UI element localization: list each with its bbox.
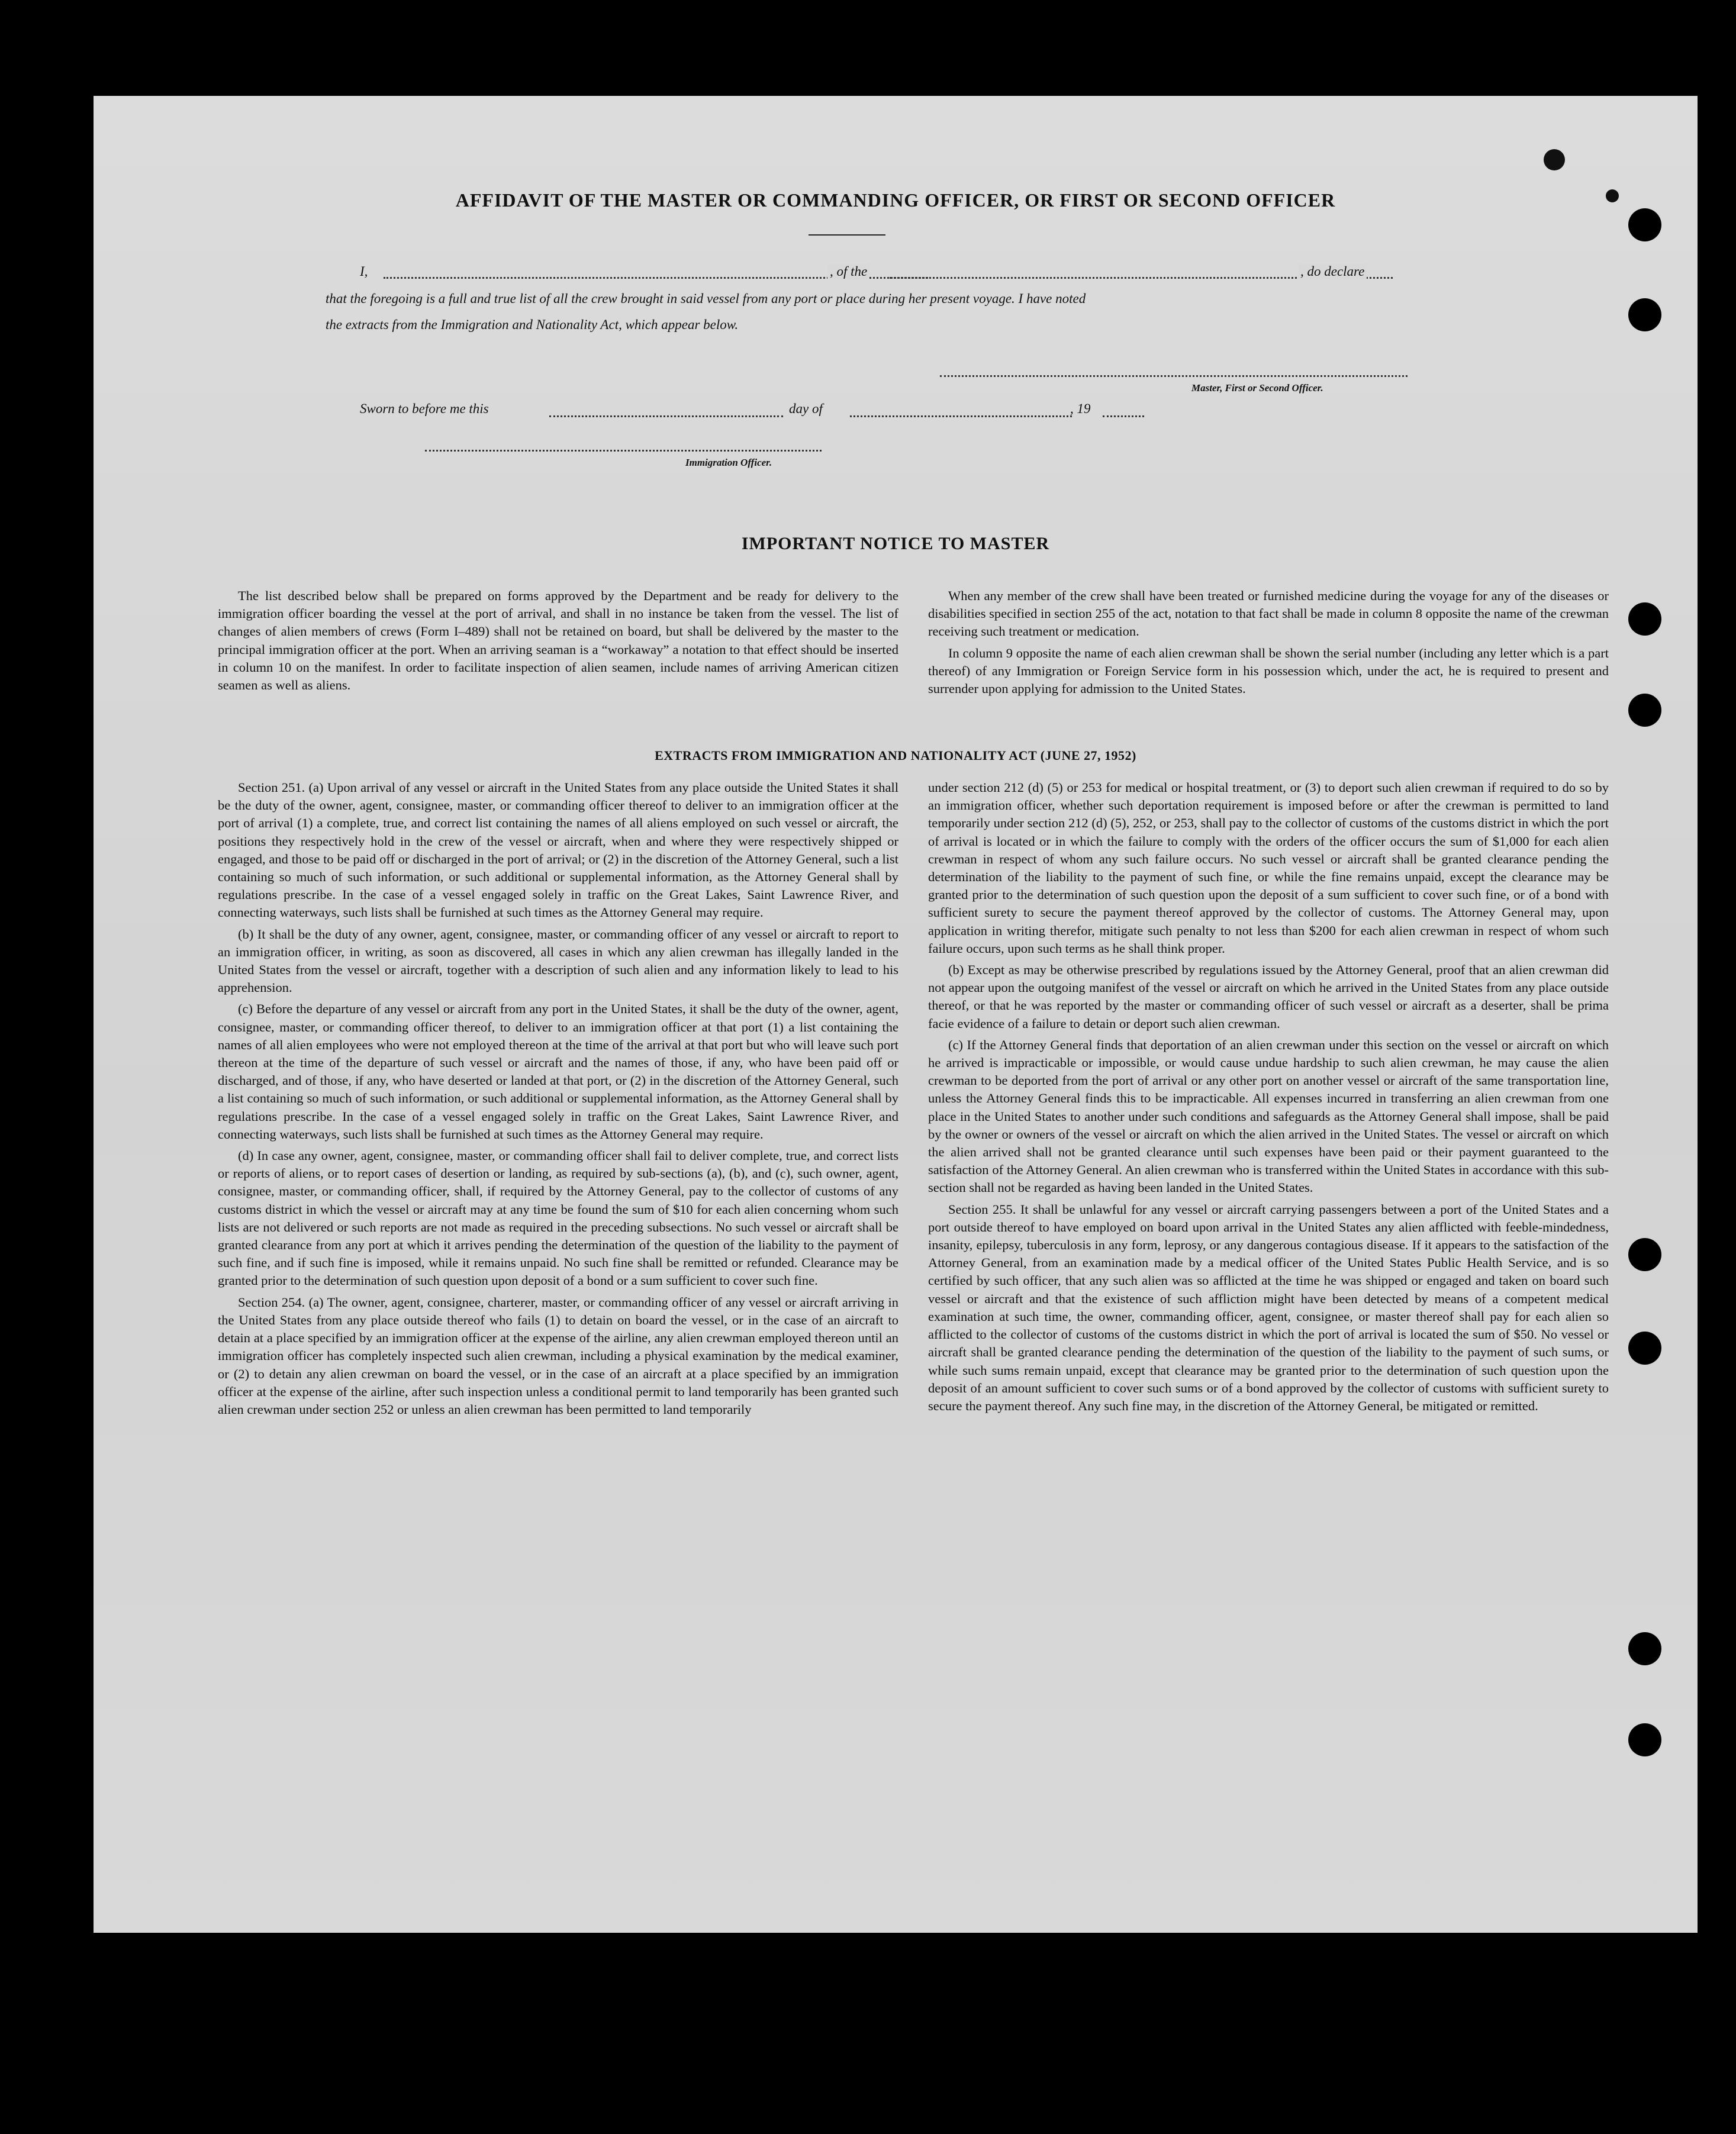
day-of-label: day of: [789, 401, 823, 416]
punch-hole: [1628, 298, 1661, 331]
master-signature-field[interactable]: [940, 375, 1408, 377]
notice-right-paragraph-2: In column 9 opposite the name of each alien crewman shall be shown the serial number (including any letter which is a part thereof) of any Immigration or Foreign Service form in his possession which, under the act, he is required to present and surrender upon applying for admission to the United States.: [928, 645, 1609, 697]
notice-title: IMPORTANT NOTICE TO MASTER: [741, 534, 1050, 553]
extract-paragraph: (d) In case any owner, agent, consignee, master, or commanding officer shall fail to deliver complete, true, and correct lists or reports of aliens, or to report cases of desertion or landing, as required by sub-sections (a), (b), and (c), such owner, agent, consignee, master, or commanding officer, shall, if required by the Attorney General, pay to the collector of customs of any customs district in which the vessel or aircraft may at any time be found the sum of $10 for each alien concerning whom such lists are not delivered or such reports are not made as required in the preceding subsections. No such vessel or aircraft shall be granted clearance from any port at which it arrives pending the determination of the question of the liability to the payment of such fine, and if such fine is imposed, while it remains unpaid. No such fine shall be remitted or refunded. Clearance may be granted prior to the determination of such question upon deposit of a bond or a sum sufficient to cover such fine.: [218, 1148, 898, 1288]
sworn-year-field[interactable]: [1103, 415, 1144, 417]
extracts-right-column: [928, 779, 1609, 1419]
declaration-line-1: that the foregoing is a full and true list of all the crew brought in said vessel from any port or place during her present voyage. I have noted: [326, 291, 1086, 306]
title-underline: [809, 234, 885, 236]
document-page: [94, 96, 1698, 1933]
sworn-month-field[interactable]: [850, 415, 1072, 417]
i-label: I,: [360, 264, 368, 279]
sworn-day-field[interactable]: [549, 415, 783, 417]
extract-paragraph: (c) Before the departure of any vessel or aircraft from any port in the United States, it shall be the duty of the owner, agent, consignee, master, or commanding officer thereof, to deliver to an immigration officer at that port (1) a list containing the names of all alien employees who were not employed thereon at the time of the arrival at that port but who will leave such port thereon at the time of the departure of such vessel or aircraft and the names of those, if any, who have been paid off or discharged, and of those, if any, who have deserted or landed at that port, or (2) in the discretion of the Attorney General, such a list containing so much of such information, or such additional or supplemental information, as the Attorney General shall by regulations prescribe. In the case of a vessel engaged solely in traffic on the Great Lakes, Saint Lawrence River, and connecting waterways, such lists shall be furnished at such times as the Attorney General may require.: [218, 1001, 898, 1142]
sworn-label: Sworn to before me this: [360, 401, 489, 416]
notice-left-column: [218, 587, 898, 698]
officer-signature-caption: Immigration Officer.: [685, 457, 772, 468]
extract-paragraph: (b) It shall be the duty of any owner, agent, consignee, master, or commanding officer of any vessel or aircraft to report to an immigration officer, in writing, as soon as discovered, all cases in which any alien crewman has illegally landed in the United States from the vessel or aircraft, together with a description of such alien and any information likely to lead to his apprehension.: [218, 926, 898, 995]
of-the-label: , of the: [827, 264, 869, 279]
notice-right-column: [928, 587, 1609, 701]
punch-hole: [1628, 694, 1661, 727]
extract-paragraph: (c) If the Attorney General finds that deportation of an alien crewman under this section on the vessel or aircraft on which he arrived is impracticable or impossible, or would cause undue hardship to such alien crewman, he may cause the alien crewman to be deported from the port of arrival or any other port on another vessel or aircraft of the same transportation line, unless the Attorney General finds this to be impracticable. All expenses incurred in transferring an alien crewman from one place in the United States to another under such conditions and safeguards as the Attorney General shall impose, shall be paid by the owner or owners of the vessel or aircraft on which the alien arrived in the United States. The vessel or aircraft on which the alien arrived shall not be granted clearance until such expenses have been paid or their payment guaranteed to the satisfaction of the Attorney General. An alien crewman who is transferred within the United States in accordance with this sub-section shall not be regarded as having been landed in the United States.: [928, 1037, 1609, 1195]
affidavit-title: AFFIDAVIT OF THE MASTER OR COMMANDING OFFICER, OR FIRST OR SECOND OFFICER: [455, 189, 1336, 211]
declaration-line-2: the extracts from the Immigration and Nationality Act, which appear below.: [326, 317, 739, 332]
notice-right-paragraph-1: When any member of the crew shall have been treated or furnished medicine during the voyage for any of the diseases or disabilities specified in section 255 of the act, notation to that fact shall be made in column 8 opposite the name of the crewman receiving such treatment or medication.: [928, 588, 1609, 639]
extracts-title: EXTRACTS FROM IMMIGRATION AND NATIONALITY ACT (JUNE 27, 1952): [655, 748, 1136, 763]
punch-hole: [1628, 1332, 1661, 1365]
punch-hole: [1628, 1238, 1661, 1271]
extract-paragraph: Section 251. (a) Upon arrival of any vessel or aircraft in the United States from any place outside the United States it shall be the duty of the owner, agent, consignee, master, or commanding officer thereof to deliver to an immigration officer at the port of arrival (1) a complete, true, and correct list containing the names of all aliens employed on such vessel or aircraft, the positions they respectively hold in the crew of the vessel or aircraft, when and where they were respectively shipped or engaged, and those to be paid off or discharged in the port of arrival; or (2) in the discretion of the Attorney General, such a list containing so much of such information, or such additional or supplemental information, as the Attorney General shall by regulations prescribe. In the case of a vessel engaged solely in traffic on the Great Lakes, Saint Lawrence River, and connecting waterways, such lists shall be furnished at such times as the Attorney General may require.: [218, 780, 898, 920]
extract-paragraph: Section 255. It shall be unlawful for any vessel or aircraft carrying passengers between a port of the United States and a port outside thereof to have employed on board upon arrival in the United States any alien afflicted with feeble-mindedness, insanity, epilepsy, tuberculosis in any form, leprosy, or any dangerous contagious disease. If it appears to the satisfaction of the Attorney General, from an examination made by a medical officer of the United States Public Health Service, and is so certified by such officer, that any such alien was so afflicted at the time he was shipped or engaged and taken on board such vessel or aircraft and that the existence of such affliction might have been detected by means of a competent medical examination at such time, the owner, commanding officer, agent, consignee, or master thereof shall pay for each alien so afflicted to the collector of customs of the customs district in which the port of arrival is located the sum of $50. No vessel or aircraft shall be granted clearance pending the determination of the question of the liability to the payment of such sums, or while such sums remain unpaid, except that clearance may be granted prior to the determination of such question upon the deposit of an amount sufficient to cover such sums or of a bond approved by the collector of customs with sufficient surety to secure the payment thereof. Any such fine may, in the discretion of the Attorney General, be mitigated or remitted.: [928, 1201, 1609, 1413]
punch-hole: [1628, 1723, 1661, 1756]
extract-paragraph: under section 212 (d) (5) or 253 for medical or hospital treatment, or (3) to deport such alien crewman if required to do so by an immigration officer, whether such deportation requirement is imposed before or after the crewman is permitted to land temporarily under section 212 (d) (5), 252, or 253, shall pay to the collector of customs of the customs district in which the port of arrival is located or in which the failure to comply with the orders of the officer occurs the sum of $1,000 for each alien crewman in respect of whom any such failure occurs. No such vessel or aircraft shall be granted clearance pending the determination of the liability to the payment of such fine, or while the fine remains unpaid, except the clearance may be granted prior to the determination of such question upon the deposit of a sum sufficient to cover such fine, or of a bond with sufficient surety to secure the payment thereof approved by the collector of customs. The Attorney General may, upon application in writing therefor, mitigate such penalty to not less than $200 for each alien crewman in respect of whom such failure occurs, upon such terms as he shall think proper.: [928, 780, 1609, 956]
punch-hole: [1628, 602, 1661, 636]
year-label: , 19: [1070, 401, 1091, 416]
officer-signature-field[interactable]: [425, 450, 822, 452]
scan-mark: [1544, 149, 1565, 170]
extract-paragraph: Section 254. (a) The owner, agent, consignee, charterer, master, or commanding officer of any vessel or aircraft arriving in the United States from any place outside thereof who fails (1) to detain on board the vessel, or in the case of an aircraft to detain at a place specified by an immigration officer at the expense of the airline, any alien crewman employed thereon until an immigration officer has completely inspected such alien crewman, including a physical examination by the medical examiner, or (2) to detain any alien crewman on board the vessel, or in the case of an aircraft at a place specified by an immigration officer at the expense of the airline, after such inspection unless a conditional permit to land temporarily has been granted such alien crewman under section 252 or unless an alien crewman has been permitted to land temporarily: [218, 1294, 898, 1417]
punch-hole: [1628, 1632, 1661, 1665]
punch-hole: [1628, 208, 1661, 241]
notice-left-paragraph: The list described below shall be prepared on forms approved by the Department and be ready for delivery to the immigration officer boarding the vessel at the port of arrival, and shall in no instance be taken from the vessel. The list of changes of alien members of crews (Form I–489) shall not be retained on board, but shall be delivered by the master to the principal immigration officer at the port. When an arriving seaman is a “workaway” a notation to that effect should be inserted in column 10 on the manifest. In order to facilitate inspection of alien seamen, include names of arriving American citizen seamen as well as aliens.: [218, 588, 898, 693]
extract-paragraph: (b) Except as may be otherwise prescribed by regulations issued by the Attorney General, proof that an alien crewman did not appear upon the outgoing manifest of the vessel or aircraft on which he arrived in the United States from any place outside thereof, or that he was reported by the master or commanding officer of such vessel or aircraft as a deserter, shall be prima facie evidence of a failure to detain or deport such alien crewman.: [928, 962, 1609, 1031]
extracts-left-column: [218, 779, 898, 1422]
do-declare-label: , do declare: [1298, 264, 1367, 279]
master-signature-caption: Master, First or Second Officer.: [1191, 382, 1323, 394]
